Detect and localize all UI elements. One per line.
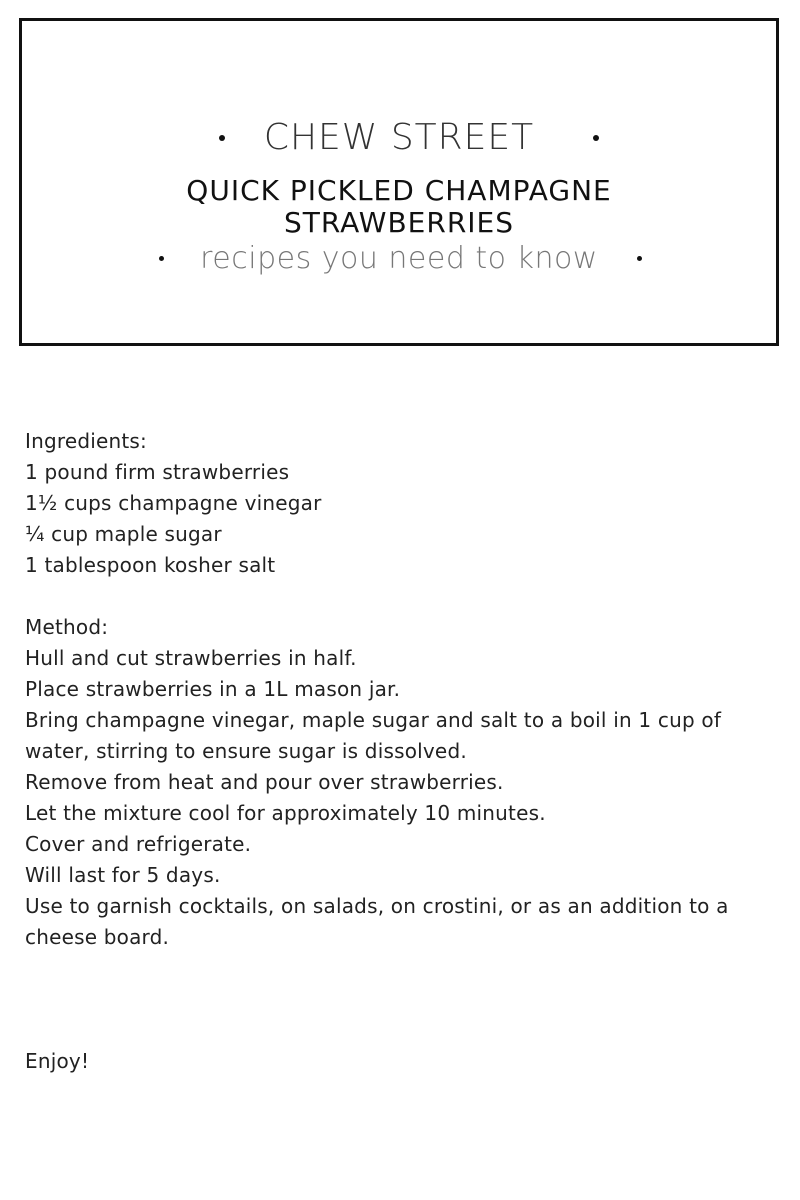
method-step: Remove from heat and pour over strawberries. [25,770,504,794]
closing-text: Enjoy! [25,1049,90,1073]
section-spacer [25,953,785,1046]
method-step: Use to garnish cocktails, on salads, on crostini, or as an addition to a cheese board. [25,894,729,949]
method-step: Hull and cut strawberries in half. [25,646,357,670]
ingredient-item: 1½ cups champagne vinegar [25,491,322,515]
brand-title: CHEW STREET [263,117,535,158]
ingredient-item: 1 tablespoon kosher salt [25,553,276,577]
method-heading: Method: [25,615,109,639]
bullet-dot-icon [637,256,642,261]
recipe-title-line-2: STRAWBERRIES [283,206,515,239]
tagline-row [22,239,776,279]
ingredients-heading: Ingredients: [25,429,147,453]
recipe-title-line-1: QUICK PICKLED CHAMPAGNE [186,174,612,207]
method-step: Bring champagne vinegar, maple sugar and salt to a boil in 1 cup of water, stirring to ensure sugar is dissolved. [25,708,722,763]
header-box [19,18,779,346]
ingredient-item: ¼ cup maple sugar [25,522,222,546]
brand-row [22,113,776,163]
recipe-content [25,426,785,1077]
tagline: recipes you need to know [200,241,598,276]
method-step: Place strawberries in a 1L mason jar. [25,677,401,701]
method-step: Will last for 5 days. [25,863,221,887]
ingredient-item: 1 pound firm strawberries [25,460,290,484]
method-step: Cover and refrigerate. [25,832,252,856]
recipe-title [22,175,776,239]
section-spacer [25,581,785,612]
bullet-dot-icon [593,135,599,141]
method-step: Let the mixture cool for approximately 10 minutes. [25,801,546,825]
